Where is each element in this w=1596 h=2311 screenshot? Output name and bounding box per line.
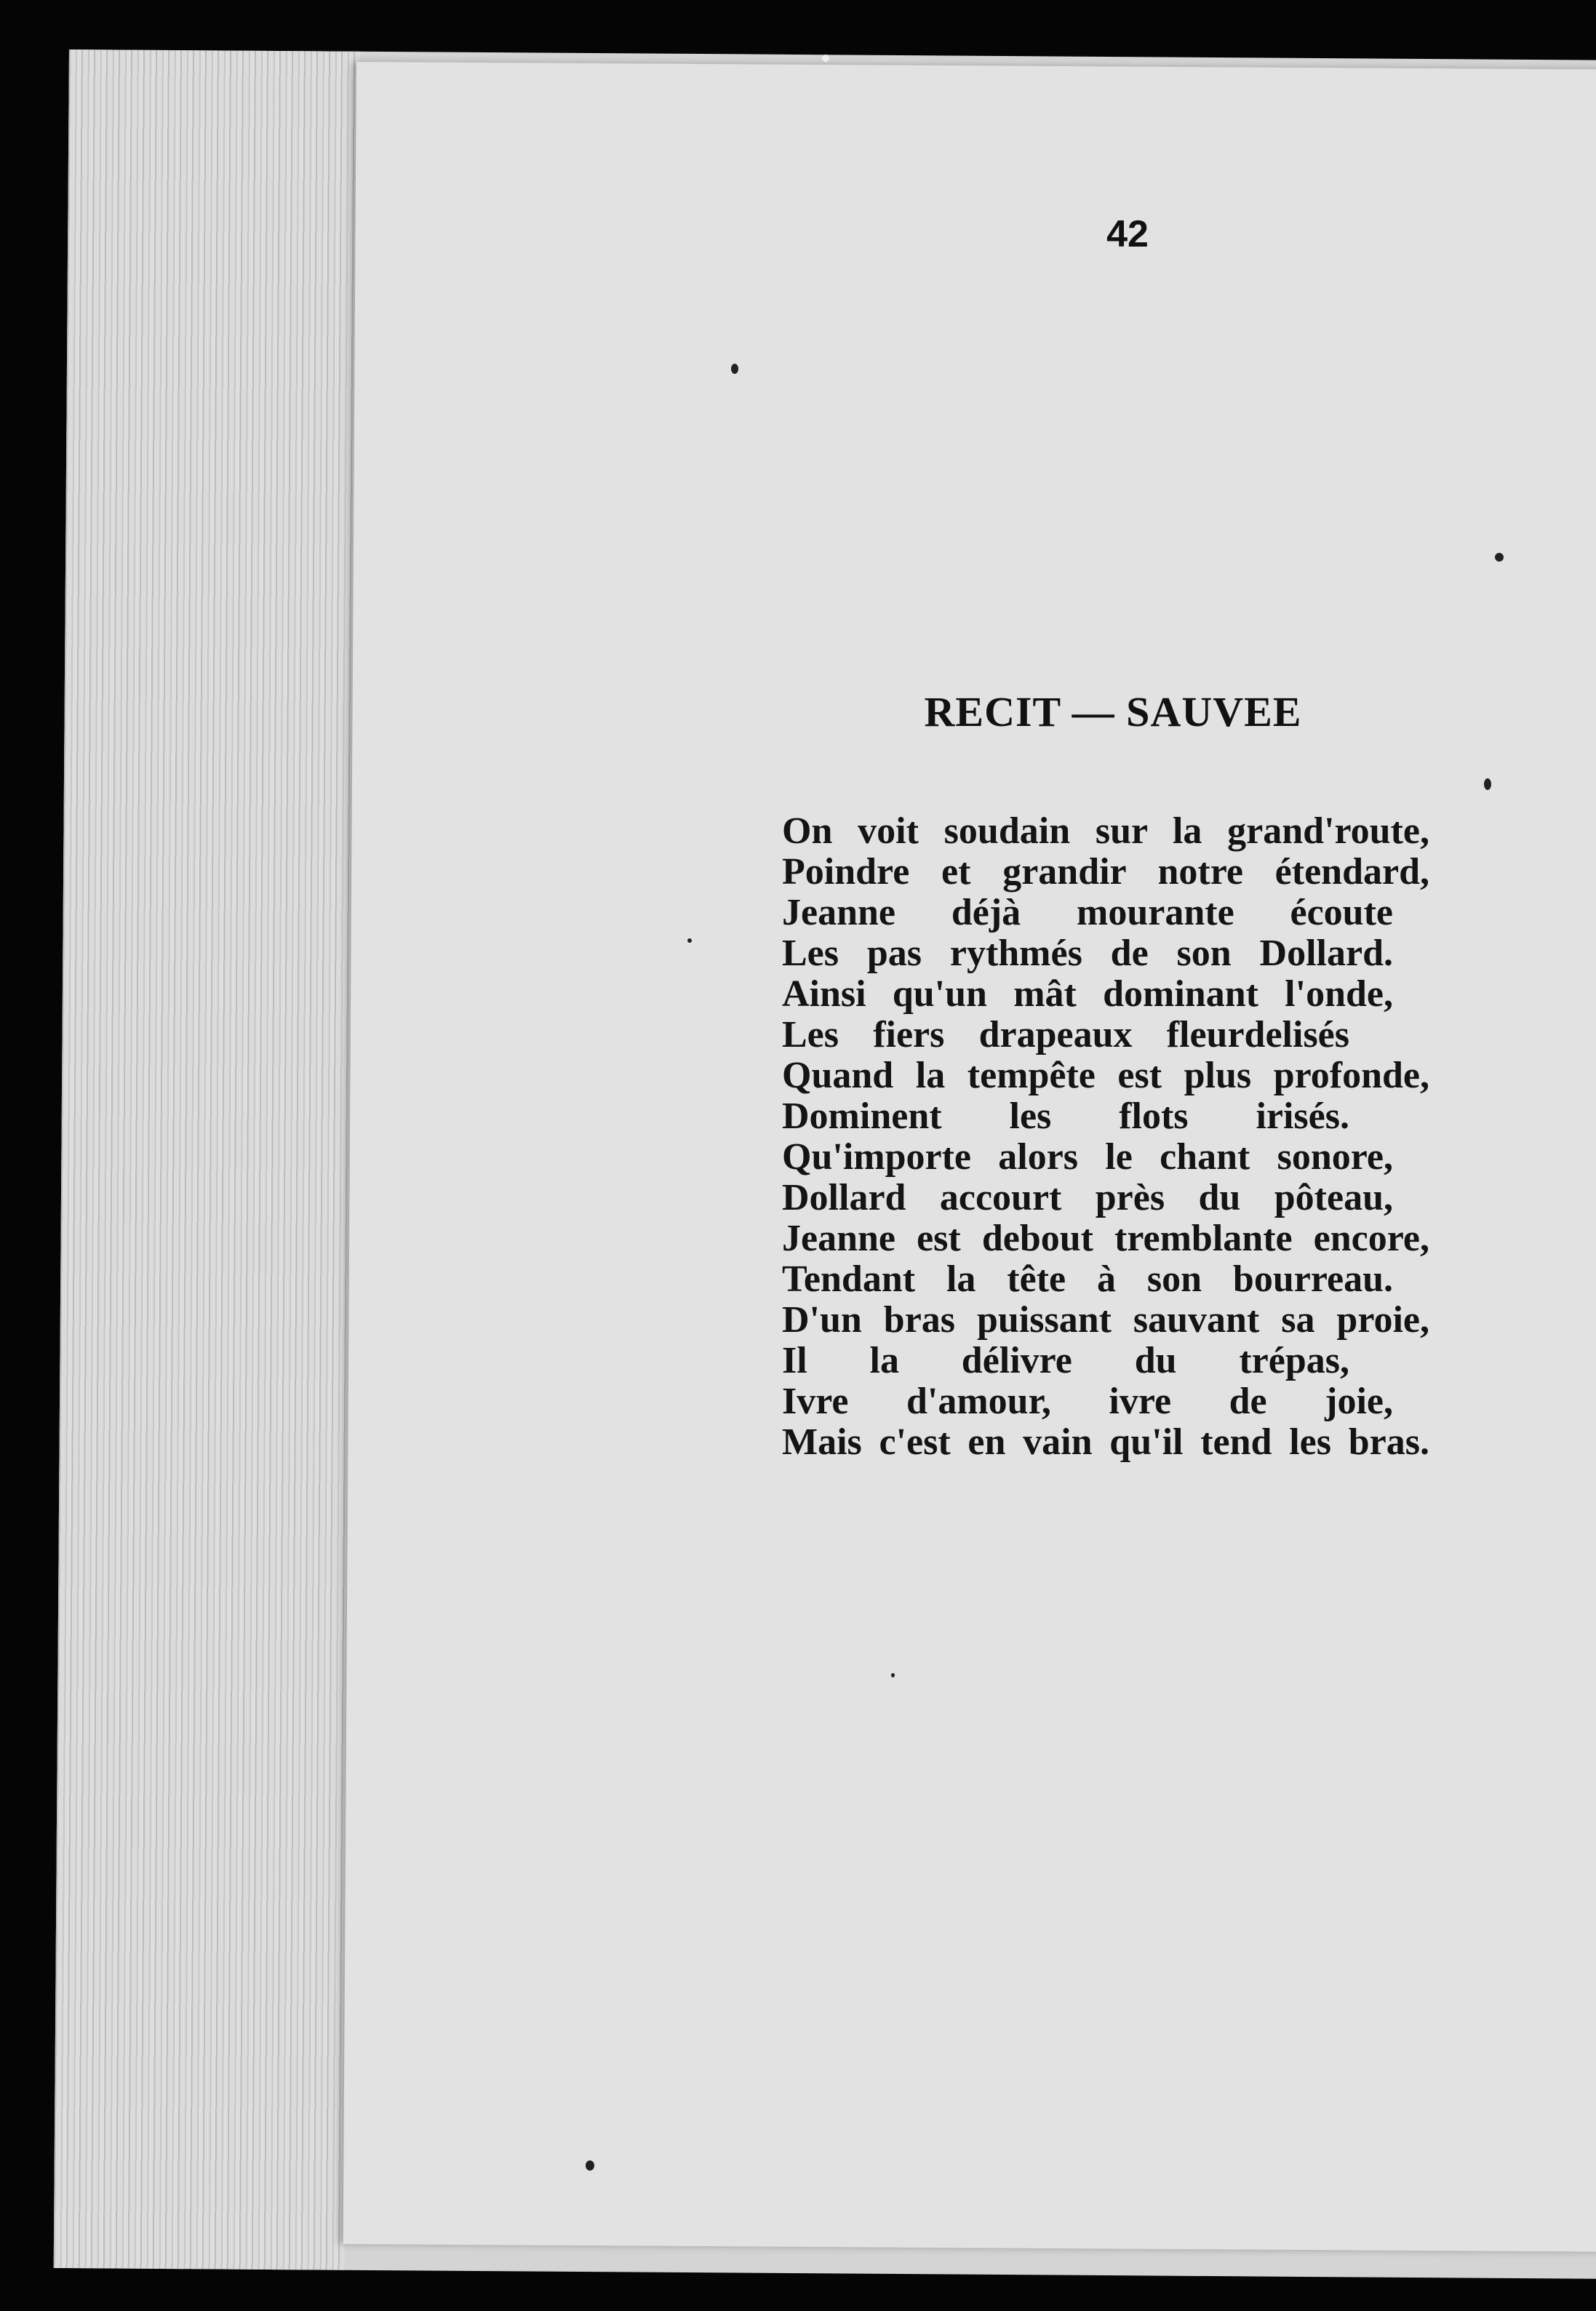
scan-speck: [1495, 553, 1504, 562]
poem-line: Les pas rythmés de son Dollard.: [782, 933, 1393, 974]
poem-line: D'un bras puissant sauvant sa proie,: [782, 1299, 1429, 1341]
poem-line: Jeanne est debout tremblante encore,: [782, 1218, 1429, 1259]
poem-line: Ivre d'amour, ivre de joie,: [782, 1381, 1393, 1422]
poem-line: Les fiers drapeaux fleurdelisés: [782, 1014, 1349, 1055]
poem-line: Mais c'est en vain qu'il tend les bras.: [782, 1421, 1429, 1463]
poem-title: RECIT — SAUVEE: [924, 688, 1302, 735]
poem-line: Tendant la tête à son bourreau.: [782, 1258, 1393, 1300]
poem-line: On voit soudain sur la grand'route,: [782, 810, 1429, 852]
page-number: 42: [1106, 213, 1149, 255]
poem-line: Quand la tempête est plus profonde,: [782, 1055, 1429, 1096]
scan-speck: [687, 938, 692, 943]
poem-line: Dominent les flots irisés.: [782, 1095, 1349, 1137]
scan-speck: [822, 55, 829, 62]
scan-speck: [586, 2160, 594, 2171]
poem-line: Qu'importe alors le chant sonore,: [782, 1136, 1393, 1178]
poem-line: Poindre et grandir notre étendard,: [782, 851, 1429, 893]
scan-speck: [731, 364, 738, 374]
poem-line: Jeanne déjà mourante écoute: [782, 892, 1393, 933]
poem-line: Il la délivre du trépas,: [782, 1340, 1349, 1381]
scan-speck: [1484, 778, 1491, 790]
poem-line: Dollard accourt près du pôteau,: [782, 1177, 1393, 1218]
poem-line: Ainsi qu'un mât dominant l'onde,: [782, 973, 1393, 1015]
poem-body: [782, 811, 1509, 1463]
scan-speck: [891, 1673, 895, 1677]
